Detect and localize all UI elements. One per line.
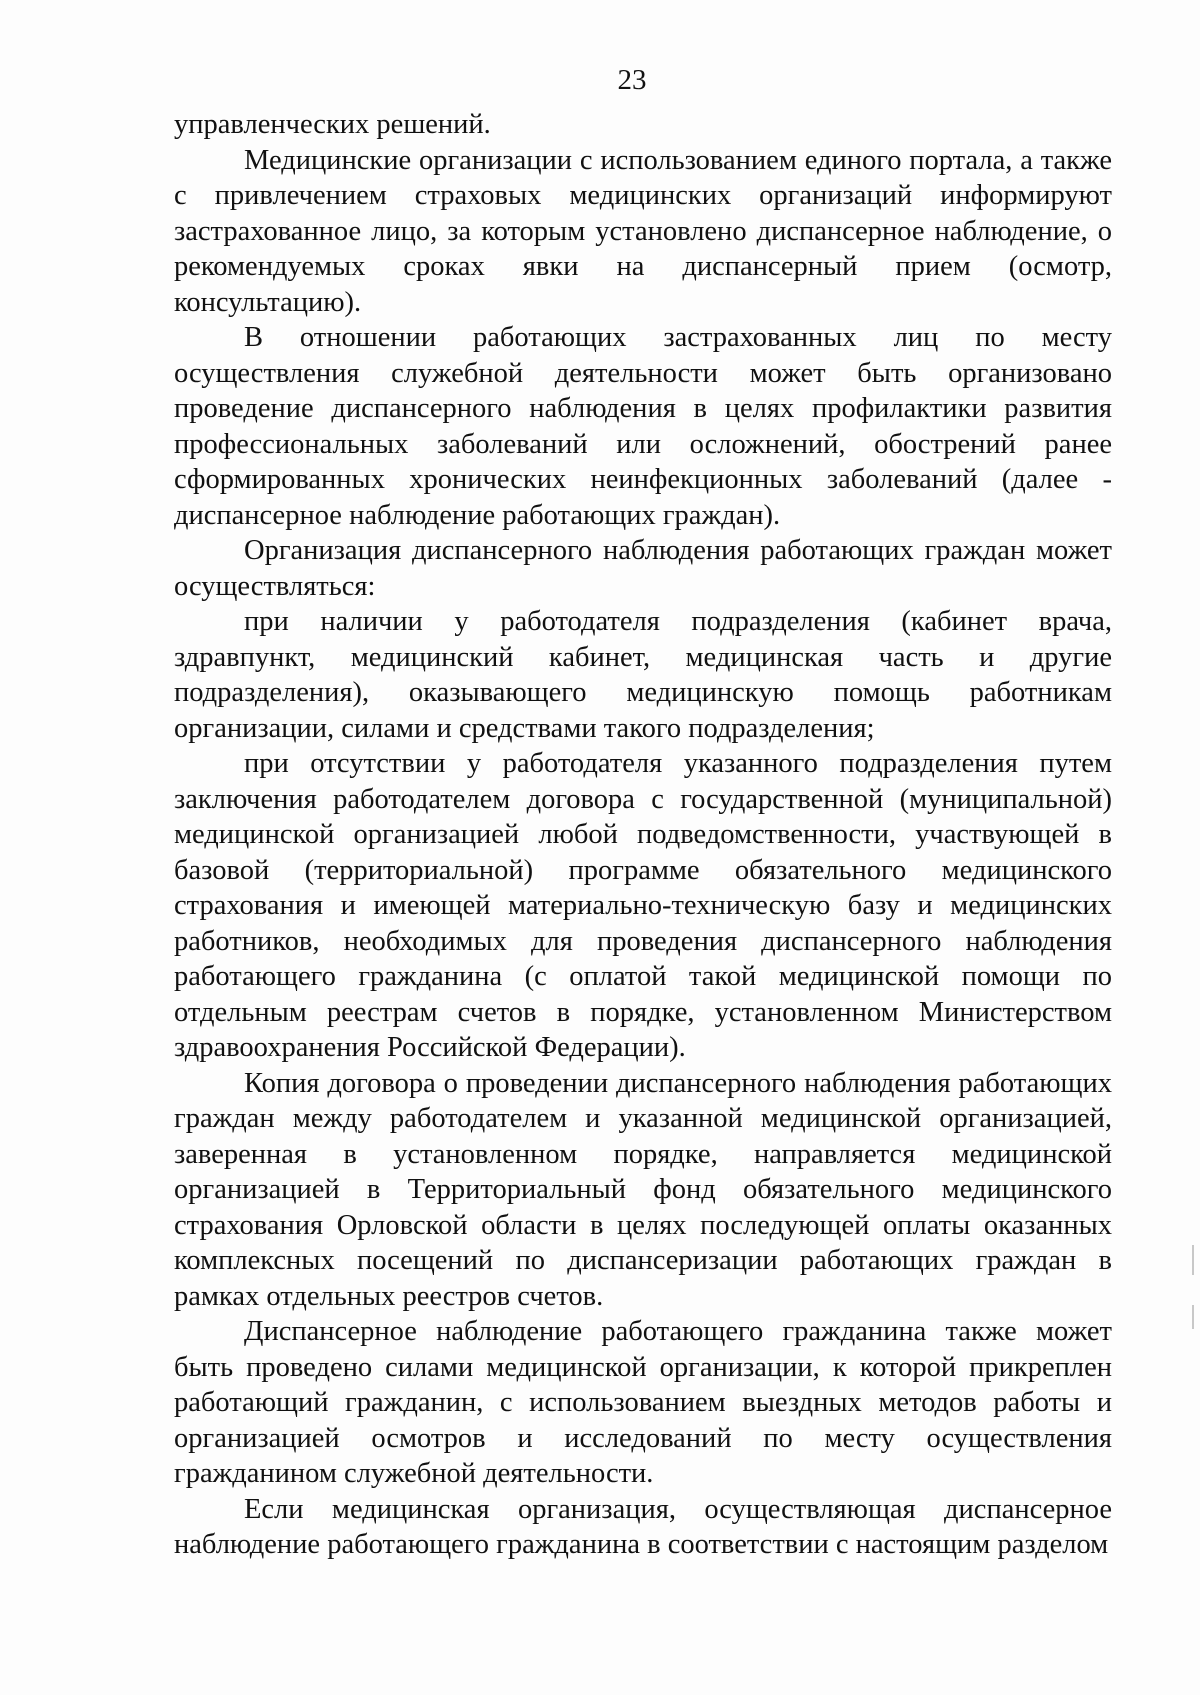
paragraph: Если медицинская организация, осуществляющая диспансерное наблюдение работающего гражданина в соответствии с настоящим разделом [174,1493,1112,1560]
scan-edge-mark [1192,1305,1194,1329]
paragraph: Организация диспансерного наблюдения работающих граждан может осуществляться: [174,535,1112,602]
paragraph: Копия договора о проведении диспансерного наблюдения работающих граждан между работодателем и указанной медицинской организацией, заверенная в установленном порядке, направляется медицинской организацией в Территориальный фонд обязательного медицинского страхования Орловской области в целях последующей оплаты оказанных комплексных посещений по диспансеризации работающих граждан в рамках отдельных реестров счетов. [174,1067,1112,1312]
paragraph: при наличии у работодателя подразделения (кабинет врача, здравпункт, медицинский кабинет, медицинская часть и другие подразделения), оказывающего медицинскую помощь работникам организации, силами и средствами такого подразделения; [174,606,1112,744]
paragraph: при отсутствии у работодателя указанного подразделения путем заключения работодателем договора с государственной (муниципальной) медицинской организацией любой подведомственности, участвующей в базовой (территориальной) программе обязательного медицинского страхования и имеющей материально-техническую базу и медицинских работников, необходимых для проведения диспансерного наблюдения работающего гражданина (с оплатой такой медицинской помощи по отдельным реестрам счетов в порядке, установленном Министерством здравоохранения Российской Федерации). [174,748,1112,1063]
paragraph: управленческих решений. [174,109,491,140]
paragraph: Диспансерное наблюдение работающего гражданина также может быть проведено силами медицинской организации, к которой прикреплен работающий гражданин, с использованием выездных методов работы и организацией осмотров и исследований по месту осуществления гражданином служебной деятельности. [174,1316,1112,1489]
paragraph: Медицинские организации с использованием единого портала, а также с привлечением страховых медицинских организаций информируют застрахованное лицо, за которым установлено диспансерное наблюдение, о рекомендуемых сроках явки на диспансерный прием (осмотр, консультацию). [174,144,1112,318]
paragraph: В отношении работающих застрахованных лиц по месту осуществления служебной деятельности может быть организовано проведение диспансерного наблюдения в целях профилактики развития профессиональных заболеваний или осложнений, обострений ранее сформированных хронических неинфекционных заболеваний (далее - диспансерное наблюдение работающих граждан). [174,322,1112,531]
document-body [174,107,1112,1563]
page-number: 23 [617,64,647,96]
scan-edge-mark [1192,1245,1194,1275]
